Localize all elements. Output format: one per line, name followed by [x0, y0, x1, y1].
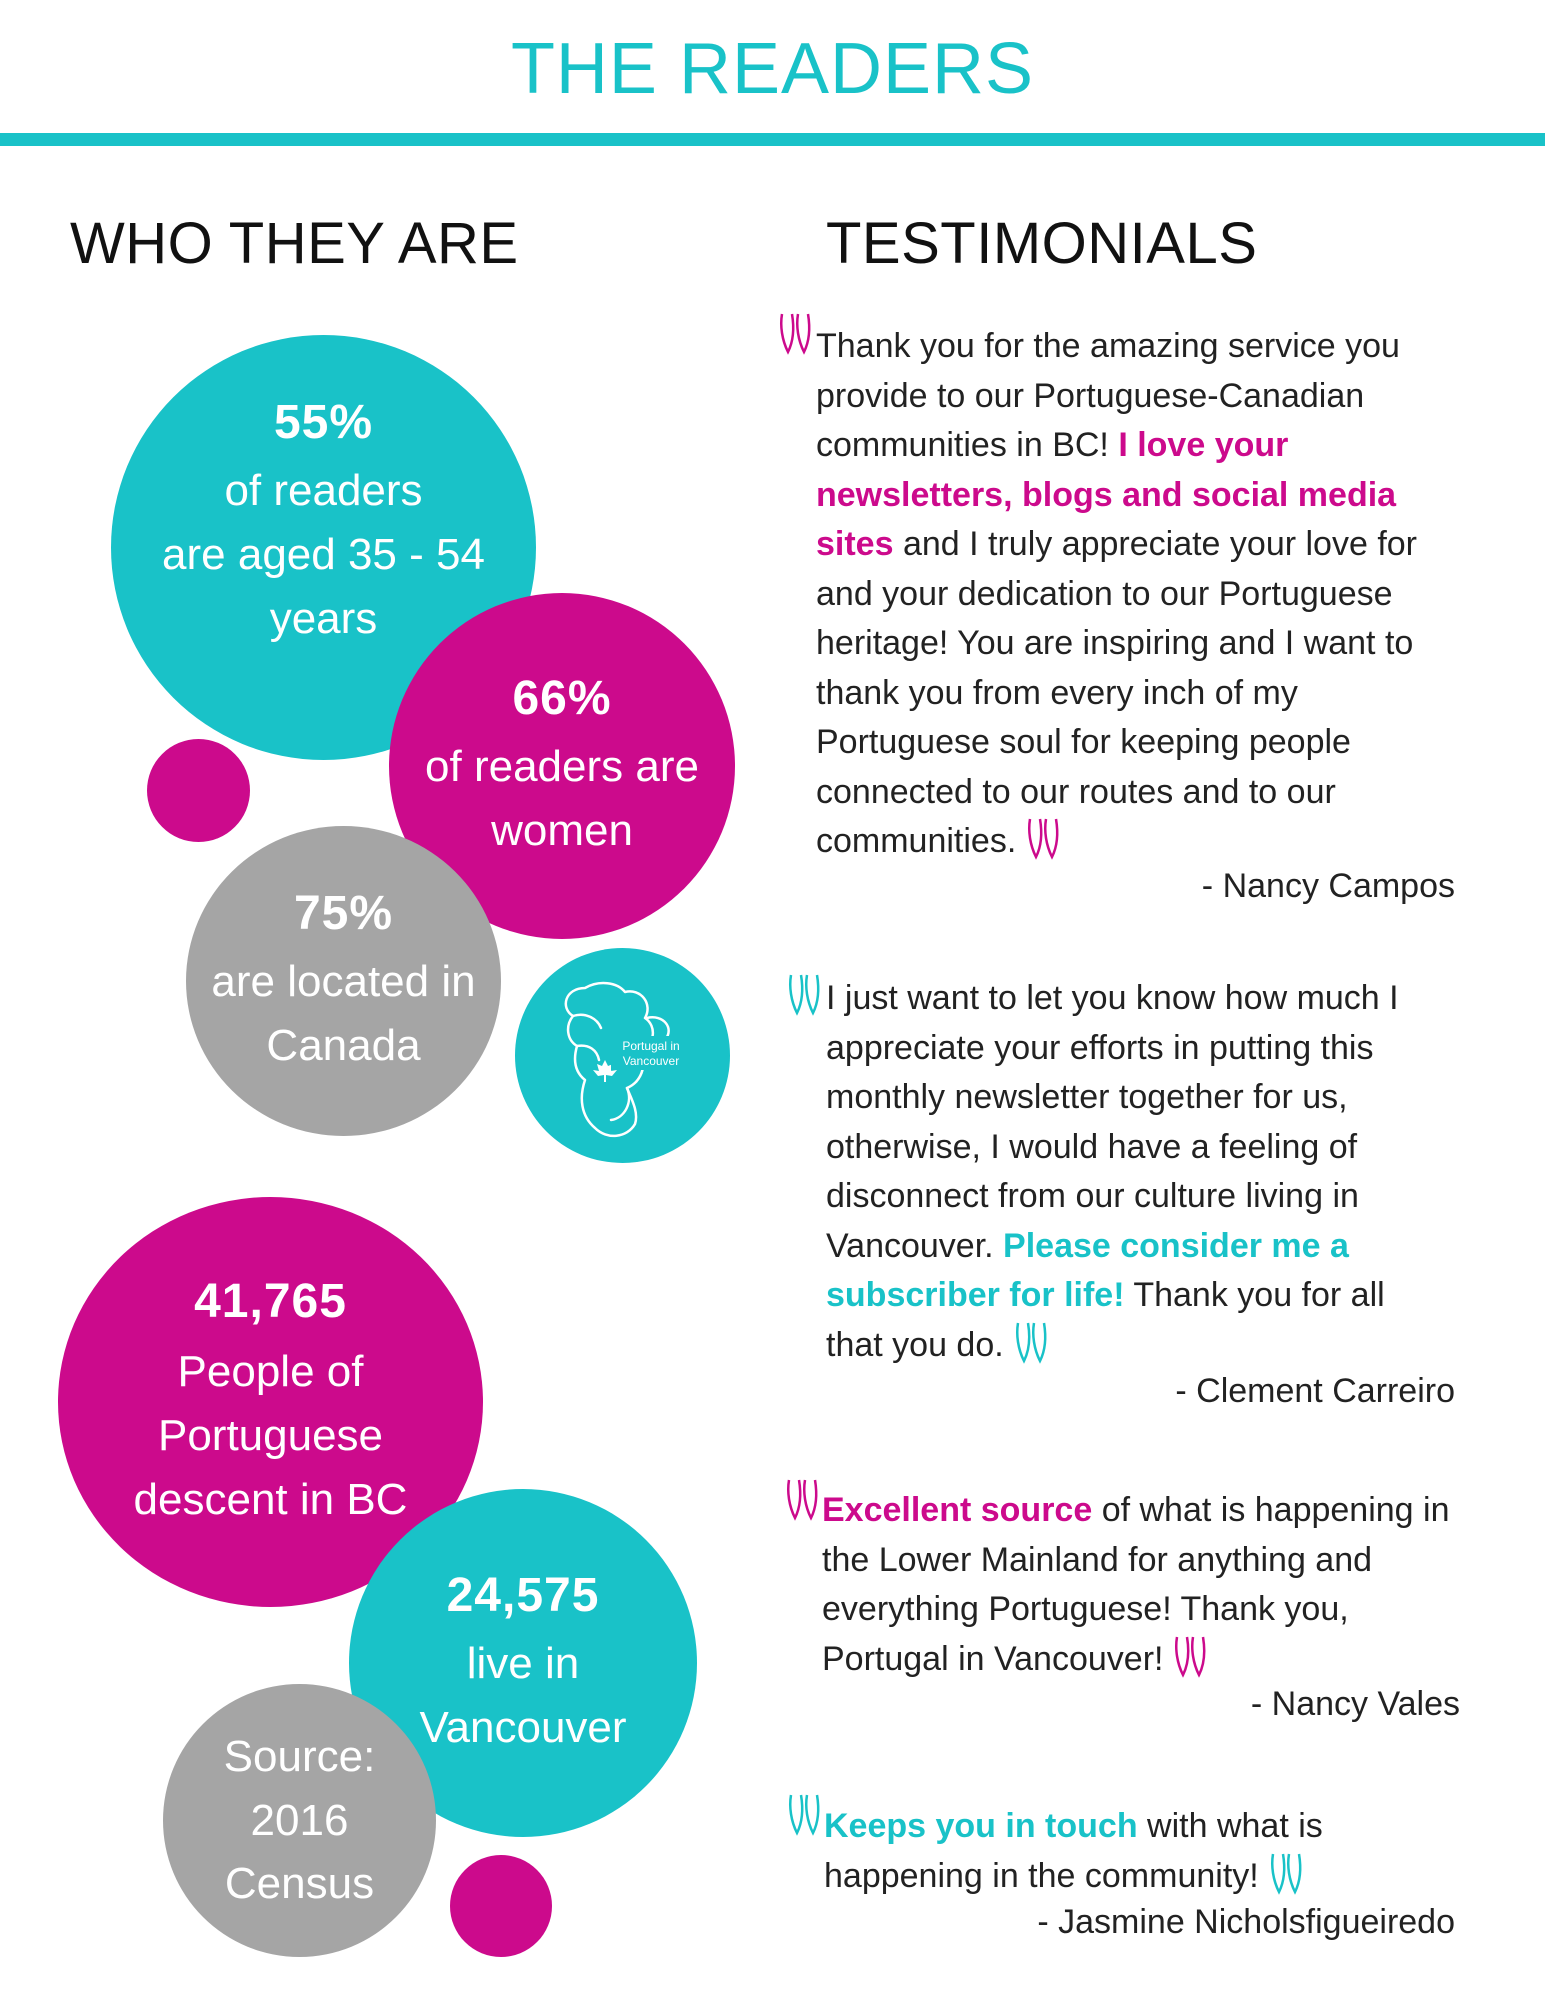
source-line3: Census	[224, 1859, 375, 1909]
stat-age-line3: years	[269, 593, 378, 643]
testimonial-2-highlight: Please consider me a subscriber for life!	[826, 1226, 1349, 1314]
source-bubble	[163, 1684, 436, 1957]
quote-open-icon	[778, 312, 814, 356]
stat-canada-bubble	[186, 826, 501, 1136]
quote-open-icon	[785, 1478, 821, 1522]
stat-age-value: 55%	[273, 396, 374, 449]
quote-close-icon	[1269, 1852, 1305, 1896]
stat-vancouver-value: 24,575	[446, 1569, 600, 1623]
testimonial-1	[816, 322, 1456, 867]
stat-bc-line2: Portuguese	[157, 1411, 384, 1461]
stat-vancouver-line2: Vancouver	[419, 1703, 627, 1752]
stat-age-line2: are aged 35 - 54	[162, 529, 485, 579]
stat-bc-line3: descent in BC	[133, 1474, 408, 1524]
stat-bc-value: 41,765	[194, 1275, 347, 1329]
portugal-in-vancouver-logo	[515, 948, 730, 1163]
decorative-dot-small	[147, 739, 250, 842]
testimonial-3-author: - Nancy Vales	[1250, 1685, 1460, 1723]
stat-bc-line1: People of	[177, 1347, 364, 1397]
quote-open-icon	[787, 973, 823, 1017]
stat-canada-value: 75%	[293, 887, 394, 941]
stat-canada-line2: Canada	[266, 1021, 421, 1070]
testimonial-4	[824, 1802, 1384, 1901]
logo-text-line2: Vancouver	[622, 1054, 680, 1068]
quote-open-icon	[787, 1793, 823, 1837]
stat-canada-line1: are located in	[211, 957, 476, 1007]
source-line2: 2016	[250, 1795, 349, 1845]
testimonial-1-highlight: I love your newsletters, blogs and social media sites	[816, 426, 1397, 563]
testimonial-4-author: - Jasmine Nicholsfigueiredo	[1037, 1903, 1455, 1941]
logo-text-line1: Portugal in	[622, 1039, 680, 1053]
testimonial-4-highlight: Keeps you in touch	[824, 1807, 1138, 1845]
testimonial-2	[826, 974, 1446, 1370]
testimonial-1-author: - Nancy Campos	[1201, 867, 1455, 905]
stat-women-value: 66%	[512, 672, 612, 726]
quote-close-icon	[1173, 1635, 1209, 1679]
header-divider	[0, 133, 1545, 146]
page-title: THE READERS	[510, 29, 1035, 109]
testimonial-1-text-post: and I truly appreciate your love for and your dedication to our Portuguese heritage! You are inspiring and I want to thank you from every inch of my Portuguese soul for keeping people connected to our routes and to our communities.	[816, 525, 1417, 860]
testimonial-3	[822, 1486, 1462, 1684]
testimonials-heading: TESTIMONIALS	[826, 211, 1258, 276]
testimonial-1-text-pre: Thank you for the amazing service you provide to our Portuguese-Canadian communities in BC!	[816, 327, 1400, 464]
stat-age-line1: of readers	[224, 466, 423, 515]
stat-women-line1: of readers are	[425, 742, 699, 792]
quote-close-icon	[1026, 817, 1062, 861]
quote-close-icon	[1014, 1321, 1050, 1365]
decorative-dot-bottom	[450, 1855, 552, 1957]
testimonial-3-highlight: Excellent source	[822, 1491, 1093, 1529]
testimonial-2-text-post: Thank you for all that you do.	[826, 1276, 1385, 1364]
who-they-are-heading: WHO THEY ARE	[70, 211, 519, 276]
testimonial-3-text-post: of what is happening in the Lower Mainland for anything and everything Portuguese! Thank you, Portugal in Vancouver!	[822, 1491, 1450, 1678]
rooster-icon	[515, 948, 730, 1163]
testimonial-4-text-post: with what is happening in the community!	[824, 1807, 1323, 1895]
testimonial-2-text-pre: I just want to let you know how much I appreciate your efforts in putting this monthly newsletter together for us, otherwise, I would have a feeling of disconnect from our culture living in Vancouver.	[826, 979, 1399, 1265]
testimonial-2-author: - Clement Carreiro	[1175, 1372, 1455, 1410]
source-line1: Source:	[223, 1731, 376, 1781]
stat-vancouver-line1: live in	[466, 1639, 580, 1689]
stat-women-line2: women	[491, 806, 633, 855]
